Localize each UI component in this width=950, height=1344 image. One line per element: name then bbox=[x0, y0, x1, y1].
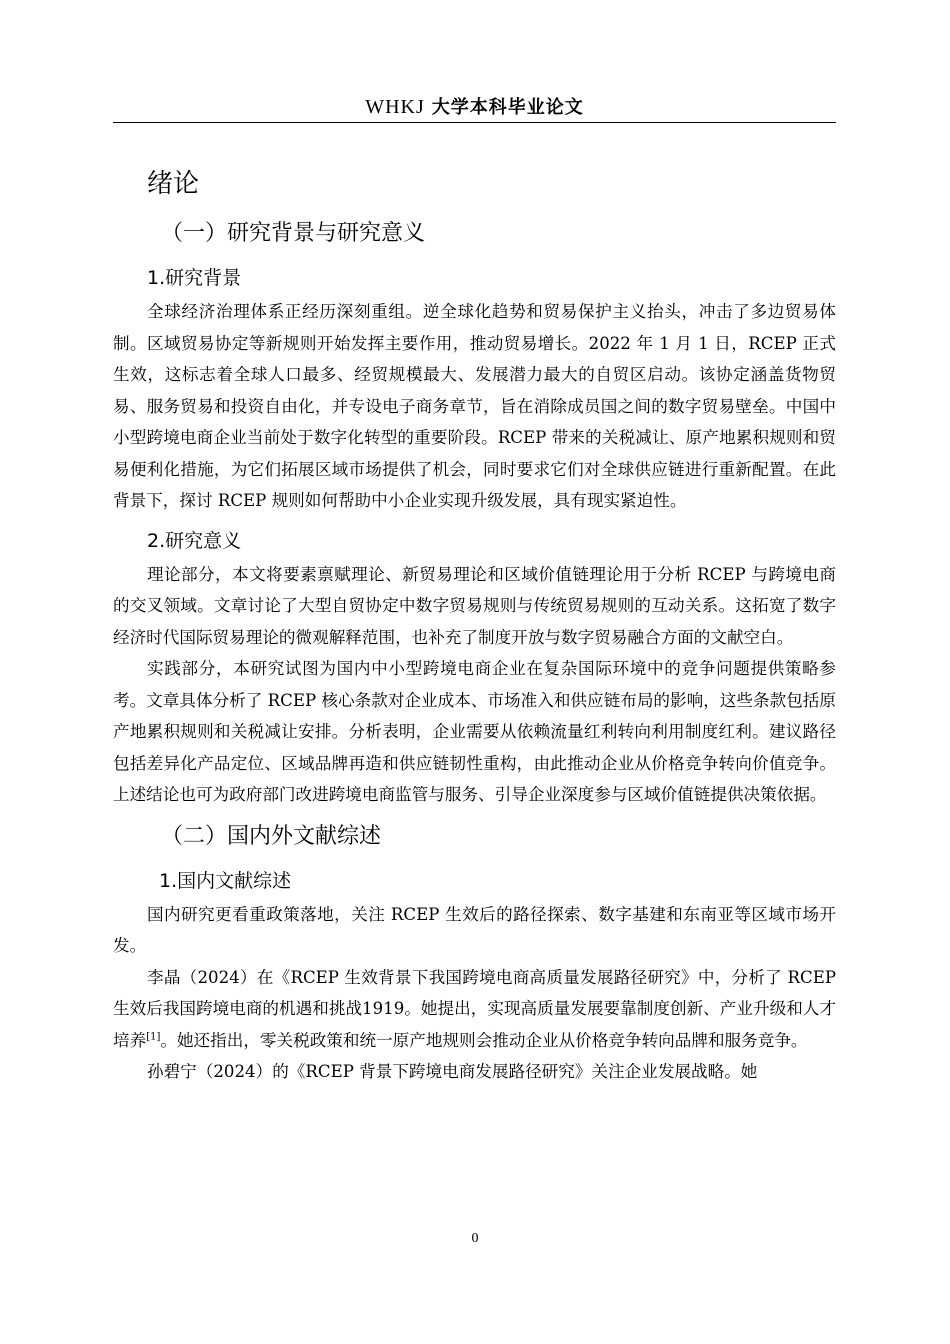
chapter-title: 绪论 bbox=[147, 169, 200, 199]
body-paragraph: 实践部分，本研究试图为国内中小型跨境电商企业在复杂国际环境中的竞争问题提供策略参考。文章具体分析了 RCEP 核心条款对企业成本、市场准入和供应链布局的影响，这些条款包括原产地累积规则和关税减让安排。分析表明，企业需要从依赖流量红利转向利用制度红利。建议路径包括差异化产品定位、区域品牌再造和供应链韧性重构，由此推动企业从价格竞争转向价值竞争。上述结论也可为政府部门改进跨境电商监管与服务、引导企业深度参与区域价值链提供决策依据。 bbox=[113, 659, 836, 804]
body-paragraph bbox=[113, 962, 836, 1057]
citation-marker[interactable]: [1] bbox=[146, 1030, 161, 1042]
body-paragraph: 理论部分，本文将要素禀赋理论、新贸易理论和区域价值链理论用于分析 RCEP 与跨境电商的交叉领域。文章讨论了大型自贸协定中数字贸易规则与传统贸易规则的互动关系。这拓宽了数字经济时代国际贸易理论的微观解释范围，也补充了制度开放与数字贸易融合方面的文献空白。 bbox=[113, 564, 836, 647]
subsection-title-significance: 2.研究意义 bbox=[147, 529, 242, 552]
body-paragraph: 国内研究更看重政策落地，关注 RCEP 生效后的路径探索、数字基建和东南亚等区域市场开发。 bbox=[113, 904, 836, 955]
subsection-title-background: 1.研究背景 bbox=[147, 267, 242, 289]
page-header bbox=[113, 92, 836, 123]
body-paragraph: 全球经济治理体系正经历深刻重组。逆全球化趋势和贸易保护主义抬头，冲击了多边贸易体制。区域贸易协定等新规则开始发挥主要作用，推动贸易增长。2022 年 1 月 1 日，RCEP 正式生效，这标志着全球人口最多、经贸规模最大、发展潜力最大的自贸区启动。该协定涵盖货物贸易、服务贸易和投资自由化，并专设电子商务章节，旨在消除成员国之间的数字贸易壁垒。中国中小型跨境电商企业当前处于数字化转型的重要阶段。RCEP 带来的关税减让、原产地累积规则和贸易便利化措施，为它们拓展区域市场提供了机会，同时要求它们对全球供应链进行重新配置。在此背景下，探讨 RCEP 规则如何帮助中小企业实现升级发展，具有现实紧迫性。 bbox=[113, 302, 836, 510]
header-text bbox=[365, 96, 584, 118]
paragraph-text: 李晶（2024）在《RCEP 生效背景下我国跨境电商高质量发展路径研究》中，分析了 RCEP 生效后我国跨境电商的机遇和挑战1919。她提出，实现高质量发展要靠制度创新、产业升级和人才培养 bbox=[113, 967, 836, 1050]
header-title: 大学本科毕业论文 bbox=[431, 97, 584, 118]
body-paragraph: 孙碧宁（2024）的《RCEP 背景下跨境电商发展路径研究》关注企业发展战略。她 bbox=[147, 1062, 758, 1081]
page-number: 0 bbox=[471, 1231, 479, 1246]
section-title-literature-review: （二）国内外文献综述 bbox=[161, 823, 382, 849]
header-code: WHKJ bbox=[365, 96, 425, 118]
subsection-title-domestic-literature: 1.国内文献综述 bbox=[159, 869, 292, 892]
main-content bbox=[113, 160, 836, 1088]
section-title-background: （一）研究背景与研究意义 bbox=[161, 221, 426, 246]
paragraph-text: 。她还指出，零关税政策和统一原产地规则会推动企业从价格竞争转向品牌和服务竞争。 bbox=[160, 1030, 808, 1050]
